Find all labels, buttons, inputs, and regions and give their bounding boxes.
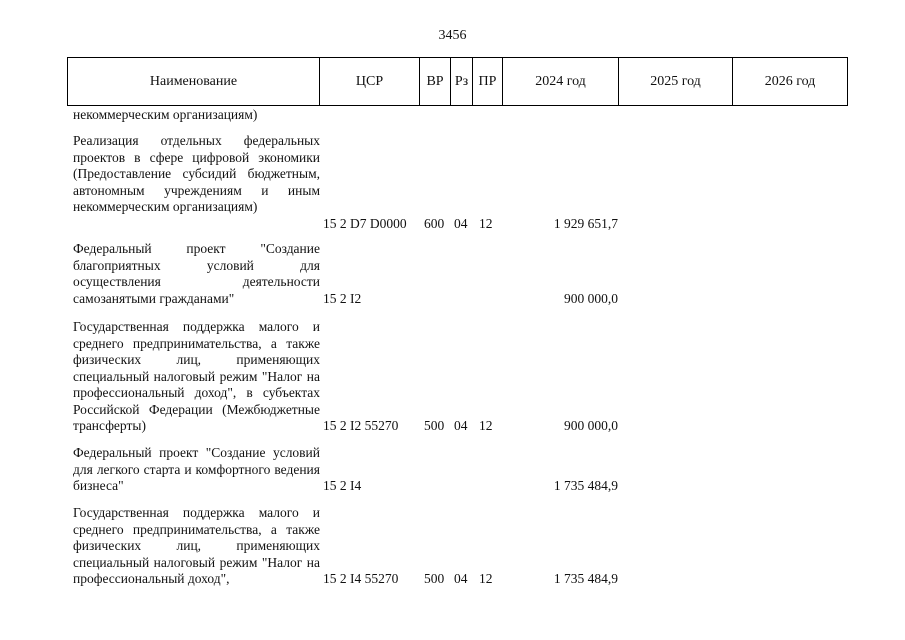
row-rz: 04	[454, 571, 468, 586]
row-csr: 15 2 I4	[323, 478, 362, 493]
row-csr: 15 2 I2	[323, 290, 362, 306]
row-name: Реализация отдельных федеральных проектов в сфере цифровой экономики (Предоставление субсидий бюджетным, автономным учреждениям и иным некоммерческим организациям)	[73, 133, 320, 214]
row-2024: 900 000,0	[564, 418, 618, 433]
row-vr: 500	[424, 418, 445, 433]
row-name: некоммерческим организациям)	[73, 107, 258, 122]
row-name: Федеральный проект "Создание условий для легкого старта и комфортного ведения бизнеса"	[73, 445, 320, 493]
header-csr: ЦСР	[319, 58, 419, 105]
row-vr: 500	[424, 571, 445, 586]
table-header	[67, 57, 848, 106]
header-name: Наименование	[149, 74, 238, 89]
row-csr: 15 2 D7 D0000	[323, 215, 407, 231]
row-2024: 1 929 651,7	[553, 215, 618, 231]
row-csr: 15 2 I4 55270	[323, 571, 399, 586]
row-pr: 12	[479, 418, 493, 433]
header-vr: ВР	[419, 58, 450, 105]
row-rz: 04	[454, 215, 468, 231]
header-2026: 2026 год	[732, 58, 847, 105]
header-2024: 2024 год	[502, 58, 618, 105]
row-name: Федеральный проект "Создание благоприятных условий для осуществления деятельности самозанятыми гражданами"	[73, 241, 320, 306]
row-pr: 12	[479, 571, 493, 586]
row-2024: 1 735 484,9	[553, 571, 618, 586]
page-number: 3456	[438, 28, 467, 43]
header-rz: Рз	[450, 58, 472, 105]
header-2025: 2025 год	[618, 58, 732, 105]
row-csr: 15 2 I2 55270	[323, 418, 399, 433]
row-name: Государственная поддержка малого и среднего предпринимательства, а также физических лиц, применяющих специальный налоговый режим "Налог на профессиональный доход",	[73, 505, 320, 586]
header-pr: ПР	[472, 58, 502, 105]
row-vr: 600	[424, 215, 445, 231]
row-2024: 900 000,0	[564, 290, 618, 306]
row-2024: 1 735 484,9	[553, 478, 618, 493]
row-name: Государственная поддержка малого и среднего предпринимательства, а также физических лиц, применяющих специальный налоговый режим "Налог на профессиональный доход", в субъектах Российской Федерации (Межбюджетные трансферты)	[73, 319, 320, 433]
row-rz: 04	[454, 418, 468, 433]
row-pr: 12	[479, 215, 493, 231]
